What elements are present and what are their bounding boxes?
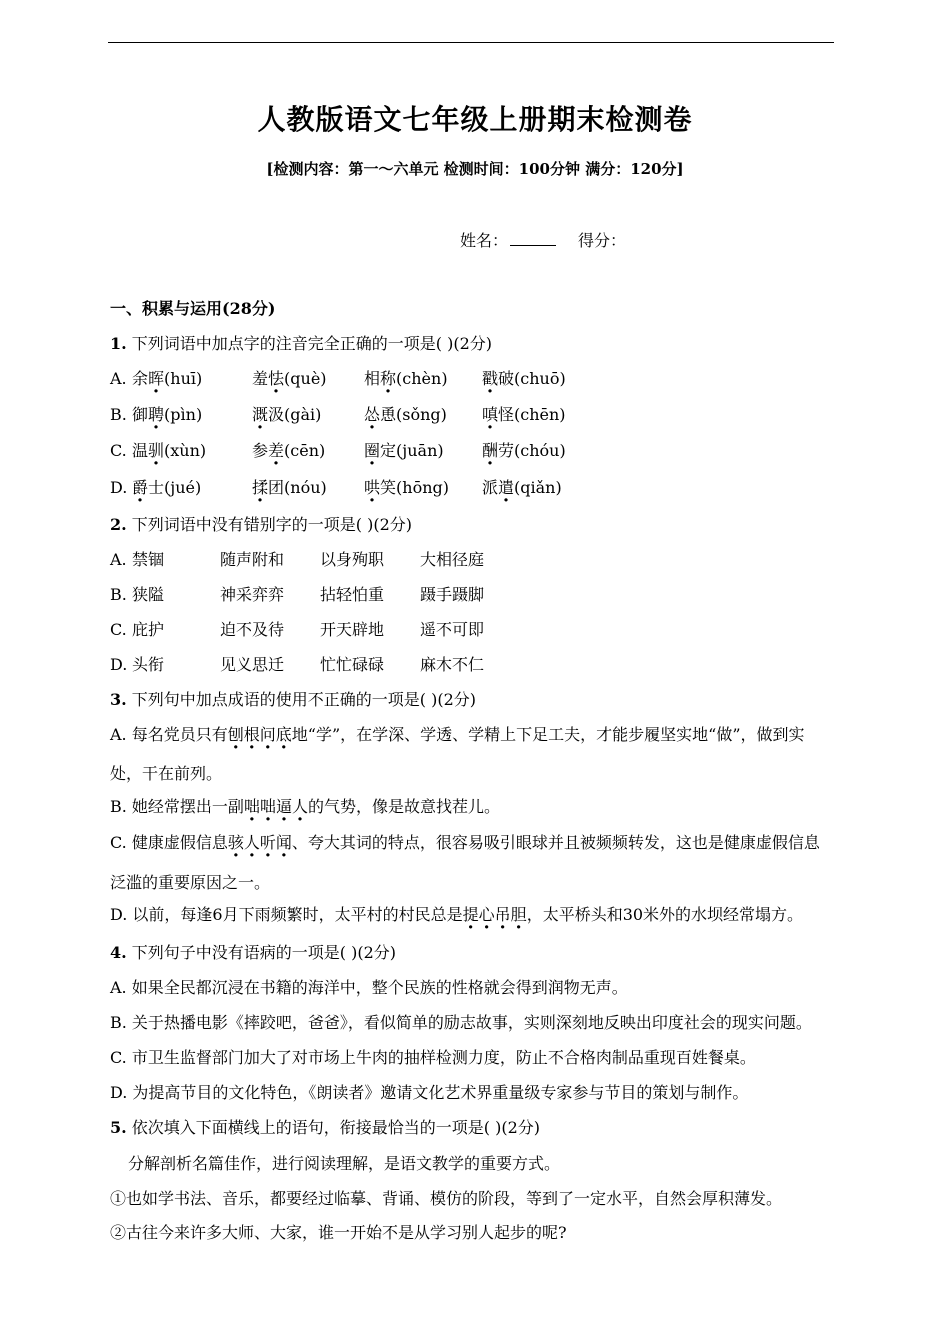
q3-option-d bbox=[110, 904, 803, 926]
option-text: ，太平桥头和30米外的水坝经常塌方。 bbox=[526, 905, 804, 924]
q4-option-d: D. 为提高节目的文化特色，《朗读者》邀请文化艺术界重量级专家参与节目的策划与制作。 bbox=[110, 1083, 749, 1102]
q4-option-a: A. 如果全民都沉浸在书籍的海洋中，整个民族的性格就会得到润物无声。 bbox=[110, 978, 628, 997]
term-4: 酬劳(chóu) bbox=[482, 441, 566, 460]
dotted-idiom bbox=[463, 905, 527, 924]
term-4: 蹑手蹑脚 bbox=[420, 585, 485, 604]
top-rule bbox=[108, 42, 834, 43]
term-2: 溉汲(gài) bbox=[252, 405, 322, 424]
term-3: 哄笑(hōng) bbox=[364, 478, 449, 497]
option-label: C. bbox=[110, 441, 127, 460]
option-label: A. bbox=[110, 369, 127, 388]
question-1-stem bbox=[110, 333, 492, 355]
term-1: 温驯(xùn) bbox=[132, 441, 207, 460]
question-text: 下列句子中没有语病的一项是( )(2分) bbox=[131, 943, 397, 962]
option-text: 的气势，像是故意找茬儿。 bbox=[308, 797, 501, 816]
dotted-char: 逼 bbox=[275, 797, 292, 816]
term-3: 圈定(juān) bbox=[364, 441, 444, 460]
term-1: 庇护 bbox=[132, 620, 165, 639]
option-text: B. 她经常摆出一副 bbox=[110, 797, 244, 816]
section-heading: 一、积累与运用(28分) bbox=[110, 299, 276, 318]
dotted-char: 心 bbox=[478, 905, 495, 924]
option-text: C. 健康虚假信息 bbox=[110, 833, 228, 852]
q5-lead: 分解剖析名篇佳作，进行阅读理解，是语文教学的重要方式。 bbox=[128, 1154, 561, 1173]
dotted-char: 胆 bbox=[510, 905, 527, 924]
dotted-char: 底 bbox=[275, 725, 292, 744]
q1-option-a bbox=[110, 368, 566, 390]
question-2-stem bbox=[110, 514, 412, 536]
name-label: 姓名： bbox=[460, 231, 509, 250]
q1-option-c bbox=[110, 440, 566, 462]
dotted-char: 咄 bbox=[259, 797, 276, 816]
term-4: 戳破(chuō) bbox=[482, 369, 566, 388]
dotted-char: 问 bbox=[259, 725, 276, 744]
q3-option-a bbox=[110, 724, 805, 746]
dotted-char: 提 bbox=[462, 905, 479, 924]
dotted-char: 吊 bbox=[494, 905, 511, 924]
term-3: 怂恿(sǒng) bbox=[364, 405, 447, 424]
option-label: A. bbox=[110, 550, 127, 569]
option-text: D. 以前，每逢6月下雨频繁时，太平村的村民总是 bbox=[110, 905, 463, 924]
dotted-char: 闻 bbox=[275, 833, 292, 852]
term-4: 嗔怪(chēn) bbox=[482, 405, 566, 424]
dotted-idiom bbox=[228, 725, 292, 744]
q3-option-c bbox=[110, 832, 820, 854]
term-1: 爵士(jué) bbox=[132, 478, 202, 497]
q4-option-b: B. 关于热播电影《摔跤吧，爸爸》，看似简单的励志故事，实则深刻地反映出印度社会的现实问题。 bbox=[110, 1013, 812, 1032]
option-text: A. 每名党员只有 bbox=[110, 725, 228, 744]
option-text: 地“学”，在学深、学透、学精上下足工夫，才能步履坚实地“做”，做到实 bbox=[291, 725, 805, 744]
dotted-char: 听 bbox=[259, 833, 276, 852]
exam-info: [检测内容：第一～六单元 检测时间：100分钟 满分：120分] bbox=[266, 160, 684, 178]
q2-option-b bbox=[110, 584, 484, 606]
dotted-char: 刨 bbox=[227, 725, 244, 744]
question-text: 下列词语中加点字的注音完全正确的一项是( )(2分) bbox=[131, 334, 493, 353]
question-number: 1. bbox=[110, 334, 127, 353]
term-2: 神采弈弈 bbox=[220, 585, 285, 604]
score-label: 得分： bbox=[578, 231, 627, 250]
term-4: 遥不可即 bbox=[420, 620, 485, 639]
term-4: 大相径庭 bbox=[420, 550, 485, 569]
term-1: 余晖(huī) bbox=[132, 369, 203, 388]
option-label: B. bbox=[110, 585, 127, 604]
question-number: 5. bbox=[110, 1118, 127, 1137]
dotted-char: 人 bbox=[291, 797, 308, 816]
question-3-stem bbox=[110, 689, 476, 711]
q1-option-b bbox=[110, 404, 566, 426]
question-text: 下列句中加点成语的使用不正确的一项是( )(2分) bbox=[131, 690, 477, 709]
option-label: B. bbox=[110, 405, 127, 424]
option-label: D. bbox=[110, 478, 128, 497]
question-number: 4. bbox=[110, 943, 127, 962]
q4-option-c: C. 市卫生监督部门加大了对市场上牛肉的抽样检测力度，防止不合格肉制品重现百姓餐桌。 bbox=[110, 1048, 756, 1067]
dotted-char: 根 bbox=[243, 725, 260, 744]
term-2: 随声附和 bbox=[220, 550, 285, 569]
name-blank[interactable] bbox=[510, 231, 556, 246]
term-3: 拈轻怕重 bbox=[320, 585, 385, 604]
q2-option-a bbox=[110, 549, 484, 571]
q3-option-c-cont: 泛滥的重要原因之一。 bbox=[110, 873, 271, 892]
dotted-idiom bbox=[244, 797, 308, 816]
term-2: 见义思迁 bbox=[220, 655, 285, 674]
term-3: 以身殉职 bbox=[320, 550, 385, 569]
question-4-stem bbox=[110, 942, 396, 964]
q2-option-d bbox=[110, 654, 484, 676]
option-text: 、夸大其词的特点，很容易吸引眼球并且被频频转发，这也是健康虚假信息 bbox=[291, 833, 820, 852]
q5-item-1: ①也如学书法、音乐，都要经过临摹、背诵、模仿的阶段，等到了一定水平，自然会厚积薄发。 bbox=[110, 1189, 783, 1208]
term-2: 揉团(nóu) bbox=[252, 478, 327, 497]
question-text: 依次填入下面横线上的语句，衔接最恰当的一项是( )(2分) bbox=[131, 1118, 541, 1137]
option-label: D. bbox=[110, 655, 128, 674]
term-3: 开天辟地 bbox=[320, 620, 385, 639]
option-label: C. bbox=[110, 620, 127, 639]
q3-option-a-cont: 处，干在前列。 bbox=[110, 764, 223, 783]
term-1: 禁锢 bbox=[132, 550, 165, 569]
question-number: 3. bbox=[110, 690, 127, 709]
term-3: 相称(chèn) bbox=[364, 369, 448, 388]
term-4: 派遣(qiǎn) bbox=[482, 478, 562, 497]
q2-option-c bbox=[110, 619, 484, 641]
name-score-line bbox=[460, 228, 626, 251]
dotted-char: 人 bbox=[243, 833, 260, 852]
term-3: 忙忙碌碌 bbox=[320, 655, 385, 674]
term-1: 御聘(pìn) bbox=[132, 405, 203, 424]
dotted-char: 骇 bbox=[227, 833, 244, 852]
term-2: 羞怯(què) bbox=[252, 369, 327, 388]
page-title: 人教版语文七年级上册期末检测卷 bbox=[257, 103, 693, 136]
dotted-char: 咄 bbox=[243, 797, 260, 816]
term-4: 麻木不仁 bbox=[420, 655, 485, 674]
term-1: 头衔 bbox=[132, 655, 165, 674]
q3-option-b bbox=[110, 796, 500, 818]
q1-option-d bbox=[110, 477, 562, 499]
question-5-stem bbox=[110, 1117, 540, 1139]
question-text: 下列词语中没有错别字的一项是( )(2分) bbox=[131, 515, 413, 534]
dotted-idiom bbox=[228, 833, 292, 852]
q5-item-2: ②古往今来许多大师、大家，谁一开始不是从学习别人起步的呢? bbox=[110, 1223, 567, 1242]
term-2: 迫不及待 bbox=[220, 620, 285, 639]
term-2: 参差(cēn) bbox=[252, 441, 326, 460]
term-1: 狭隘 bbox=[132, 585, 165, 604]
question-number: 2. bbox=[110, 515, 127, 534]
